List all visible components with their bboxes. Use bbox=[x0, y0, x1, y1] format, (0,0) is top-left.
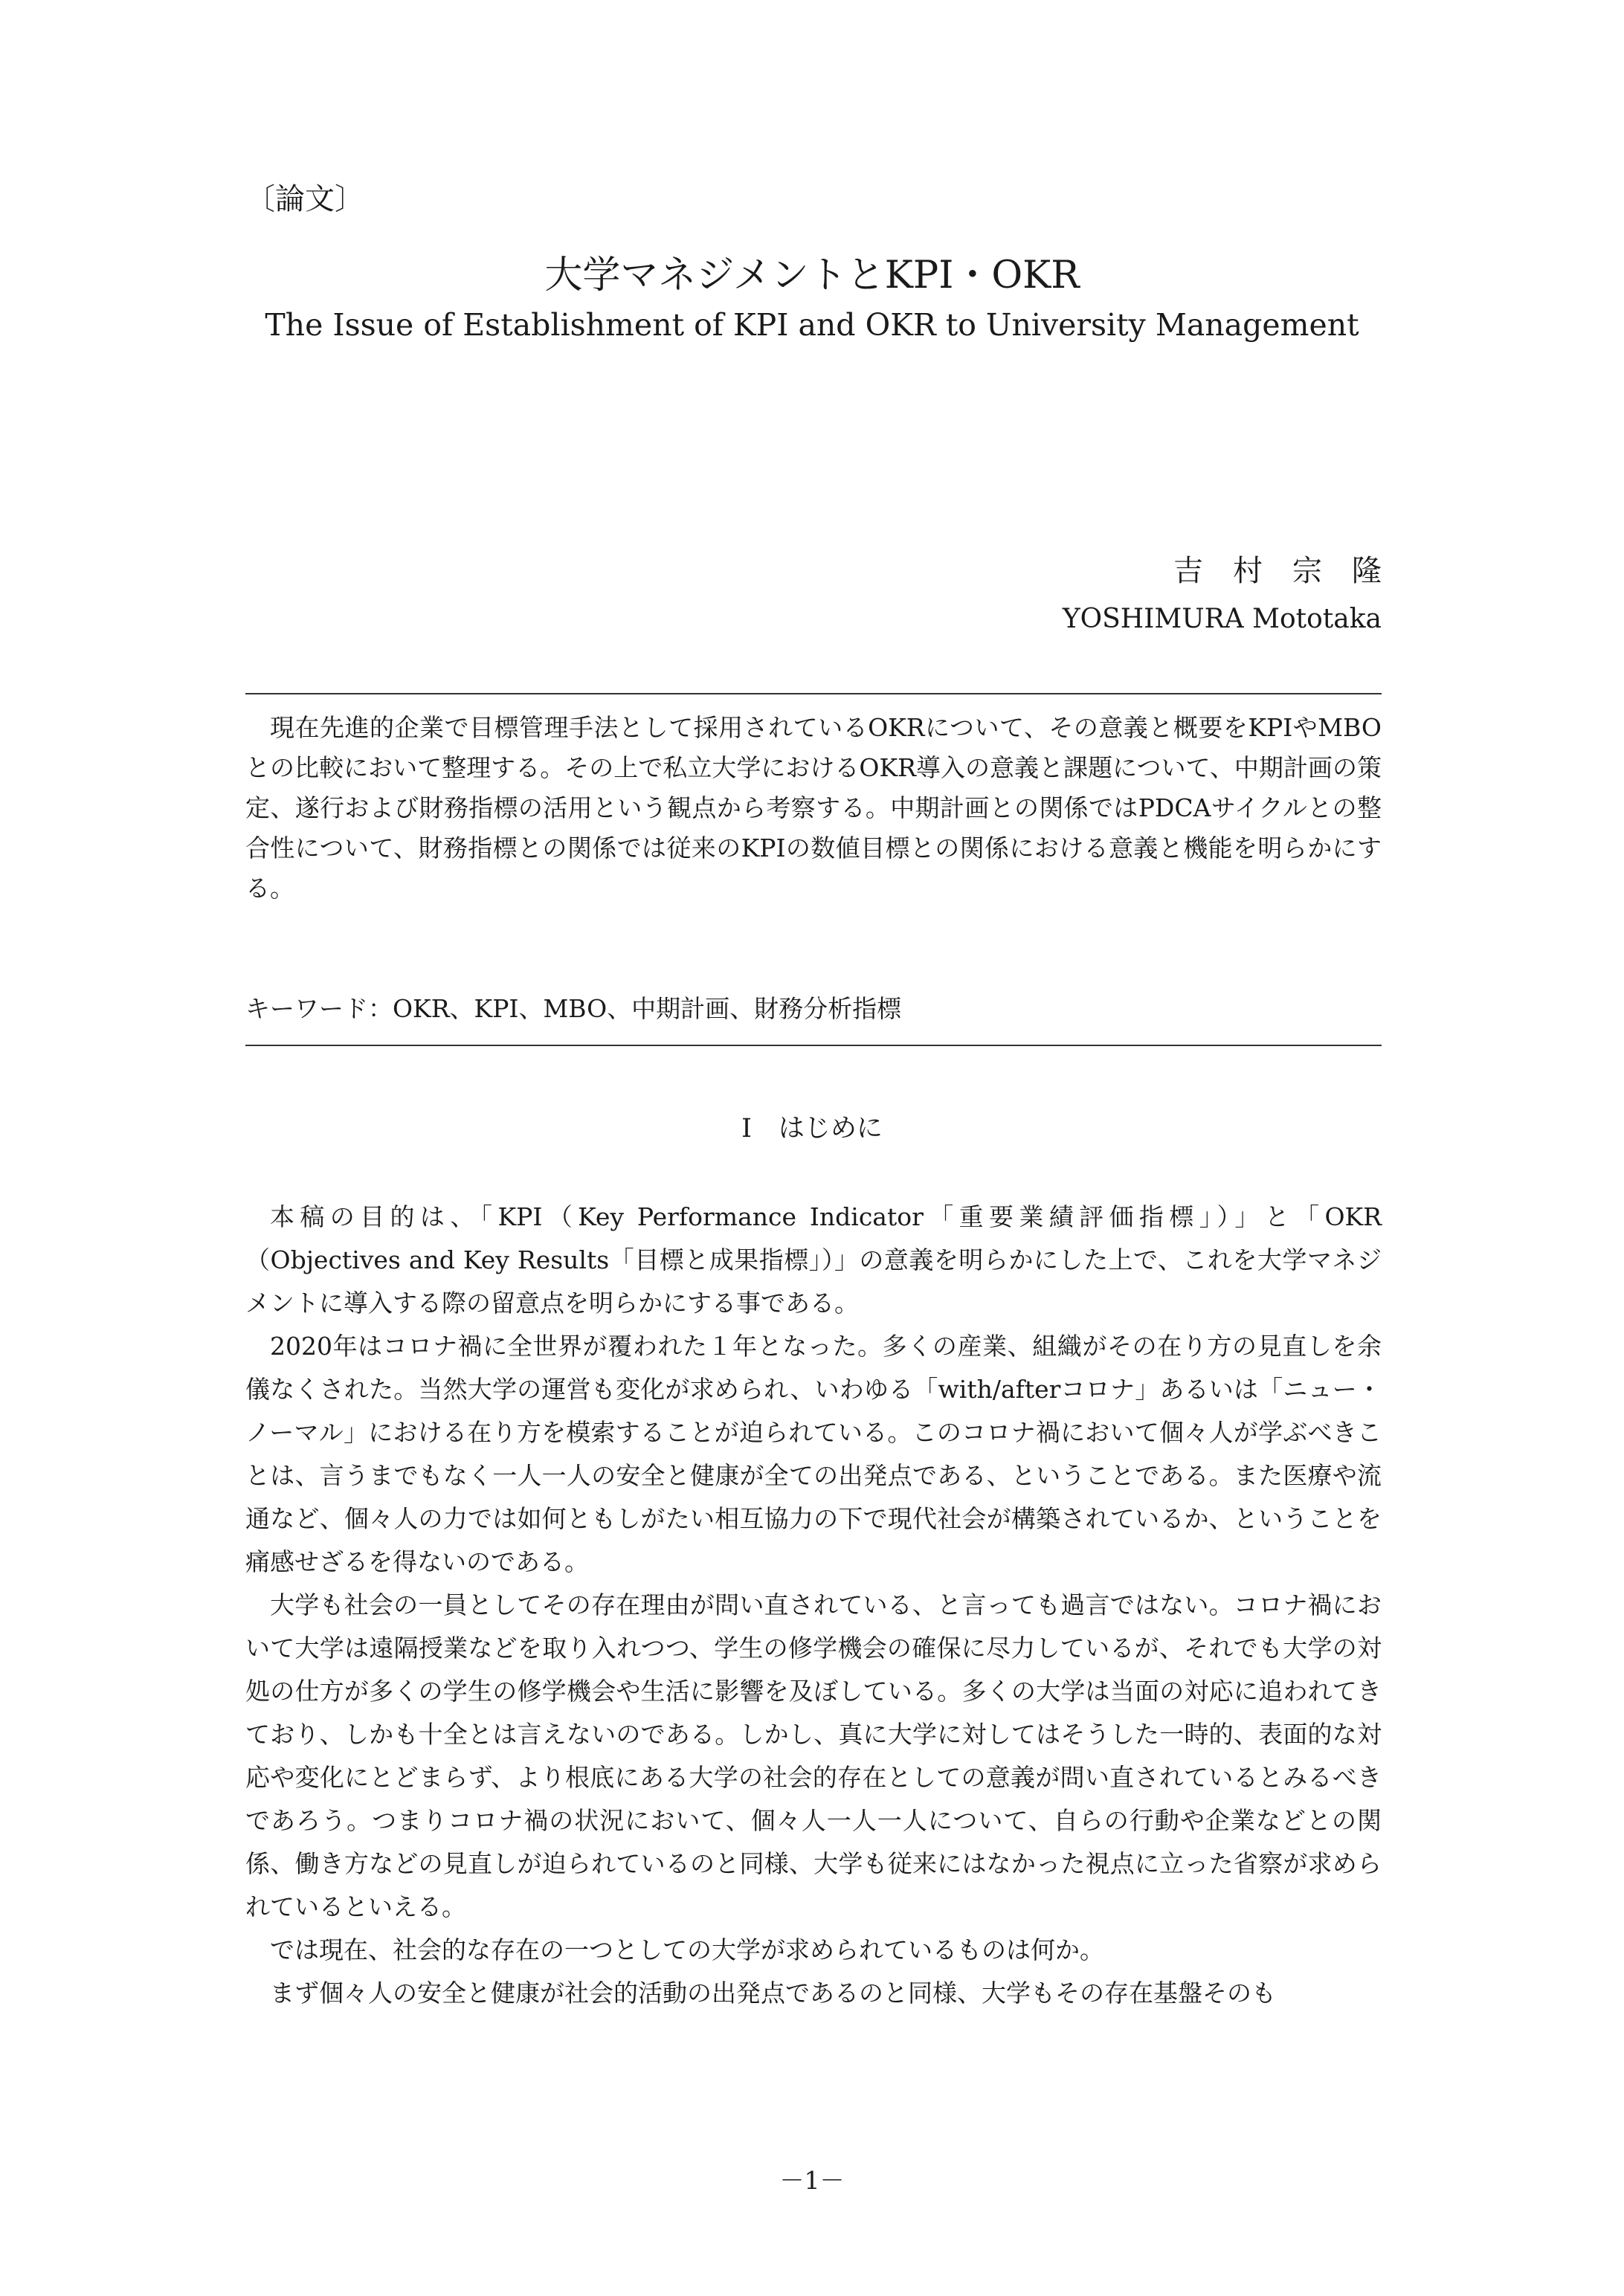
article-category: 〔論文〕 bbox=[245, 182, 364, 216]
author-name-en: YOSHIMURA Mototaka bbox=[1062, 604, 1382, 634]
body-paragraph: 大学も社会の一員としてその存在理由が問い直されている、と言っても過言ではない。コロナ禍において大学は遠隔授業などを取り入れつつ、学生の修学機会の確保に尽力しているが、それでも大学の対処の仕方が多くの学生の修学機会や生活に影響を及ぼしている。多くの大学は当面の対応に追われてきており、しかも十全とは言えないのである。しかし、真に大学に対してはそうした一時的、表面的な対応や変化にとどまらず、より根底にある大学の社会的存在としての意義が問い直されているとみるべきであろう。つまりコロナ禍の状況において、個々人一人一人について、自らの行動や企業などとの関係、働き方などの見直しが迫られているのと同様、大学も従来にはなかった視点に立った省察が求められているといえる。 bbox=[245, 1590, 1382, 1921]
author-name-ja: 吉村宗隆 bbox=[1173, 554, 1411, 588]
keywords: キーワード：OKR、KPI、MBO、中期計画、財務分析指標 bbox=[245, 994, 902, 1023]
section-title: はじめに bbox=[778, 1114, 883, 1144]
body-paragraph: 2020年はコロナ禍に全世界が覆われた１年となった。多くの産業、組織がその在り方の見直しを余儀なくされた。当然大学の運営も変化が求められ、いわゆる「with/afterコロナ」あるいは「ニュー・ノーマル」における在り方を模索することが迫られている。このコロナ禍において個々人が学ぶべきことは、言うまでもなく一人一人の安全と健康が全ての出発点である、ということである。また医療や流通など、個々人の力では如何ともしがたい相互協力の下で現代社会が構築されているか、ということを痛感せざるを得ないのである。 bbox=[245, 1332, 1382, 1576]
section-heading bbox=[0, 1108, 1624, 1149]
abstract-top-rule bbox=[245, 693, 1382, 694]
paper-title-ja: 大学マネジメントとKPI・OKR bbox=[544, 254, 1080, 297]
abstract bbox=[245, 708, 1382, 909]
body-paragraph: まず個々人の安全と健康が社会的活動の出発点であるのと同様、大学もその存在基盤そのも bbox=[270, 1979, 1276, 2008]
paper-title-en: The Issue of Establishment of KPI and OKR to University Management bbox=[265, 307, 1359, 343]
body-paragraph: 本稿の目的は、「KPI（Key Performance Indicator「重要業績評価指標」）」と「OKR（Objectives and Key Results「目標と成果指標」）」の意義を明らかにした上で、これを大学マネジメントに導入する際の留意点を明らかにする事である。 bbox=[245, 1202, 1382, 1318]
abstract-text: 現在先進的企業で目標管理手法として採用されているOKRについて、その意義と概要をKPIやMBOとの比較において整理する。その上で私立大学におけるOKR導入の意義と課題について、中期計画の策定、遂行および財務指標の活用という観点から考察する。中期計画との関係ではPDCAサイクルとの整合性について、財務指標との関係では従来のKPIの数値目標との関係における意義と機能を明らかにする。 bbox=[245, 713, 1382, 903]
page-number: －1－ bbox=[779, 2166, 845, 2195]
body-paragraph: では現在、社会的な存在の一つとしての大学が求められているものは何か。 bbox=[270, 1935, 1104, 1964]
section-number: Ⅰ bbox=[741, 1114, 752, 1144]
abstract-bottom-rule bbox=[245, 1045, 1382, 1046]
body-text bbox=[245, 1196, 1382, 2015]
